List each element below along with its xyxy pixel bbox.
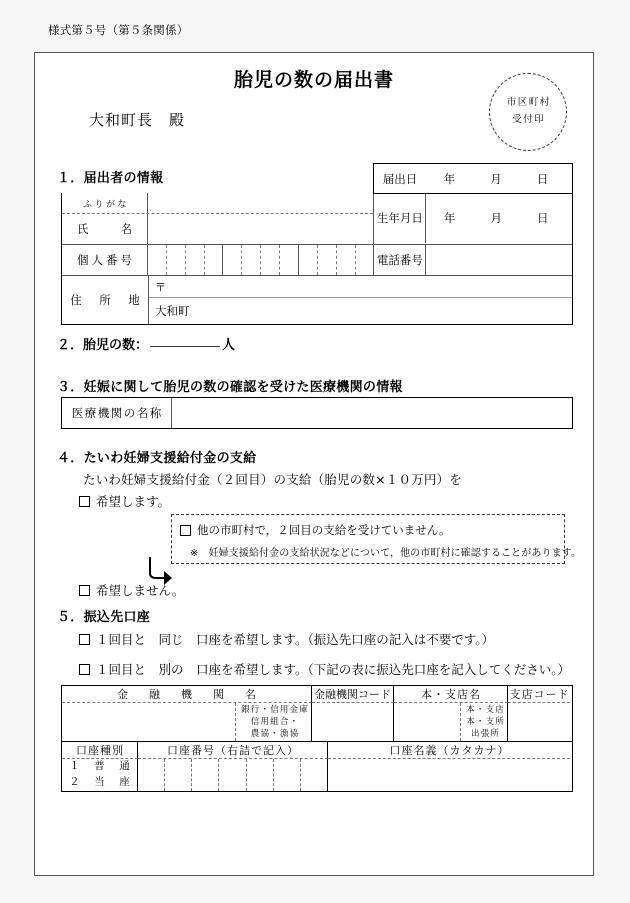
bank-table-body-row-2: [62, 759, 572, 791]
page-title: 胎児の数の届出書: [233, 69, 394, 91]
filing-date-day: 日: [536, 171, 549, 186]
birthdate-fields[interactable]: [426, 193, 572, 243]
section-3-title: ３．妊娠に関して胎児の数の確認を受けた医療機関の情報: [57, 380, 403, 395]
address-input[interactable]: [149, 298, 572, 324]
birthdate-label: 生年月日: [374, 193, 426, 243]
name-label: 氏 名: [62, 214, 148, 244]
benefit-no-option[interactable]: [79, 581, 184, 599]
account-different-label: １回目と 別の 口座を希望します。（下記の表に振込先口座を記入してください。）: [96, 662, 571, 677]
account-holder-input[interactable]: [328, 759, 570, 791]
telephone-input[interactable]: [426, 245, 572, 275]
mynumber-and-tel-row: [62, 245, 572, 276]
address-row: [62, 276, 572, 324]
furigana-label: ふりがな: [62, 193, 148, 213]
header-account-number: 口座番号（右詰で記入）: [138, 742, 328, 759]
header-bank-code: 金融機関コード: [312, 686, 394, 703]
account-type-input[interactable]: [62, 759, 138, 791]
checkbox-icon[interactable]: [180, 525, 191, 536]
account-number-cell[interactable]: [219, 759, 246, 791]
stamp-line-2: 受付印: [512, 114, 546, 125]
address-values: [148, 276, 572, 324]
branch-code-input[interactable]: [508, 703, 570, 741]
checkbox-icon[interactable]: [79, 664, 90, 675]
fetus-count-input[interactable]: [150, 346, 220, 347]
postal-code-input[interactable]: [149, 276, 572, 298]
checkbox-icon[interactable]: [79, 634, 90, 645]
mynumber-cell[interactable]: [299, 245, 318, 275]
birth-day: 日: [536, 211, 549, 225]
mynumber-group-3[interactable]: [299, 245, 373, 275]
stamp-line-1: 市区町村: [506, 97, 551, 109]
account-number-cell[interactable]: [138, 759, 165, 791]
header-bank-name: 金 融 機 関 名: [62, 686, 312, 703]
account-number-input[interactable]: [138, 759, 328, 791]
bank-name-input[interactable]: [62, 703, 312, 741]
account-number-cell[interactable]: [301, 759, 327, 791]
filing-date-box: [373, 163, 573, 194]
medical-institution-label: 医療機関の名称: [62, 398, 172, 428]
header-branch-code: 支店コード: [509, 688, 570, 701]
fetus-count-unit: 人: [222, 338, 236, 353]
checkbox-icon[interactable]: [79, 496, 90, 507]
furigana-row: [62, 193, 373, 214]
account-number-cell[interactable]: [274, 759, 301, 791]
form-code: 様式第５号（第５条関係）: [48, 23, 189, 37]
name-and-birth-row: [62, 193, 572, 245]
section-5-title: ５．振込先口座: [57, 610, 151, 625]
mynumber-cell[interactable]: [148, 245, 167, 275]
postal-mark-icon: 〒: [155, 280, 166, 294]
section-1-title: １．届出者の情報: [57, 171, 164, 186]
section-4-title: ４．たいわ妊婦支援給付金の支給: [57, 451, 257, 466]
filing-date-fields[interactable]: [426, 171, 572, 187]
bank-table-header-row-1: [62, 686, 572, 703]
name-input[interactable]: [148, 214, 373, 244]
benefit-description: たいわ妊婦支援給付金（２回目）の支給（胎児の数×１０万円）を: [83, 472, 462, 487]
receipt-stamp-area: [489, 73, 567, 151]
account-number-cell[interactable]: [192, 759, 219, 791]
mynumber-block: [62, 245, 374, 275]
mynumber-cell[interactable]: [186, 245, 205, 275]
filing-date-label: 届出日: [382, 171, 418, 186]
address-prefill-text: 大和町: [155, 304, 190, 318]
medical-institution-input[interactable]: [172, 398, 572, 428]
account-same-option[interactable]: [79, 630, 494, 648]
section-2-line: [57, 334, 235, 353]
mynumber-cell[interactable]: [242, 245, 261, 275]
mynumber-cell[interactable]: [167, 245, 186, 275]
filing-date-year: 年: [443, 171, 456, 186]
telephone-block: [374, 245, 572, 275]
mynumber-cell[interactable]: [280, 245, 298, 275]
bank-type-hint-1: 銀行・信用金庫: [241, 704, 309, 715]
birth-year: 年: [443, 211, 456, 225]
bank-code-input[interactable]: [312, 703, 394, 741]
account-type-option-2[interactable]: ２ 当 座: [69, 776, 132, 788]
bank-type-hint-3: 農協・漁協: [250, 729, 300, 740]
mynumber-label: 個人番号: [62, 245, 148, 275]
mynumber-input[interactable]: [148, 245, 373, 275]
bank-table-body-row-1: [62, 703, 572, 742]
checkbox-icon[interactable]: [79, 585, 90, 596]
header-account-type: 口座種別: [62, 742, 138, 759]
other-municipality-option[interactable]: [180, 522, 556, 538]
account-number-cell[interactable]: [165, 759, 192, 791]
mynumber-cell[interactable]: [356, 245, 374, 275]
other-municipality-label: 他の市町村で，２回目の支給を受けていません。: [197, 523, 451, 537]
mynumber-cell[interactable]: [205, 245, 223, 275]
section-2-title: ２．胎児の数：: [57, 338, 149, 353]
branch-type-hint-1: 本・支店: [466, 704, 505, 715]
mynumber-group-1[interactable]: [148, 245, 223, 275]
account-type-option-1[interactable]: １ 普 通: [69, 760, 132, 773]
account-number-cell[interactable]: [247, 759, 274, 791]
benefit-confirmation-box: [171, 514, 582, 564]
medical-institution-table: [61, 397, 573, 429]
header-branch-name: 本・支店名: [394, 686, 508, 703]
header-account-holder: 口座名義（カタカナ）: [328, 742, 570, 759]
mynumber-cell[interactable]: [337, 245, 356, 275]
branch-type-hint-2: 本・支所: [466, 716, 505, 727]
furigana-input[interactable]: [148, 193, 373, 213]
addressee: 大和町長 殿: [89, 111, 186, 129]
account-same-label: １回目と 同じ 口座を希望します。（振込先口座の記入は不要です。）: [96, 632, 495, 647]
benefit-note: ※ 妊婦支援給付金の支給状況などについて，他の市町村に確認することがあります。: [190, 548, 582, 559]
filing-date-month: 月: [490, 171, 502, 186]
bank-account-table: [61, 685, 573, 792]
applicant-info-table: [61, 193, 573, 325]
bank-type-hints: [235, 703, 311, 742]
name-row: [62, 214, 373, 244]
bank-table-header-row-2: [62, 742, 572, 759]
branch-name-input[interactable]: [394, 703, 508, 741]
telephone-label: 電話番号: [374, 245, 426, 275]
mynumber-cell[interactable]: [261, 245, 280, 275]
benefit-no-label: 希望しません。: [96, 583, 185, 598]
benefit-yes-label: 希望します。: [96, 494, 171, 509]
name-block: [62, 193, 374, 244]
bank-type-hint-2: 信用組合・: [250, 716, 300, 727]
mynumber-cell[interactable]: [318, 245, 337, 275]
birthdate-block: [374, 193, 572, 244]
branch-type-hint-3: 出張所: [471, 729, 501, 740]
form-outer-frame: [34, 52, 594, 876]
address-label: 住 所 地: [70, 293, 143, 307]
birth-month: 月: [490, 211, 502, 225]
mynumber-cell[interactable]: [223, 245, 242, 275]
branch-type-hints: [460, 703, 507, 742]
account-different-option[interactable]: [79, 660, 570, 678]
mynumber-group-2[interactable]: [223, 245, 298, 275]
benefit-yes-option[interactable]: [79, 492, 170, 510]
